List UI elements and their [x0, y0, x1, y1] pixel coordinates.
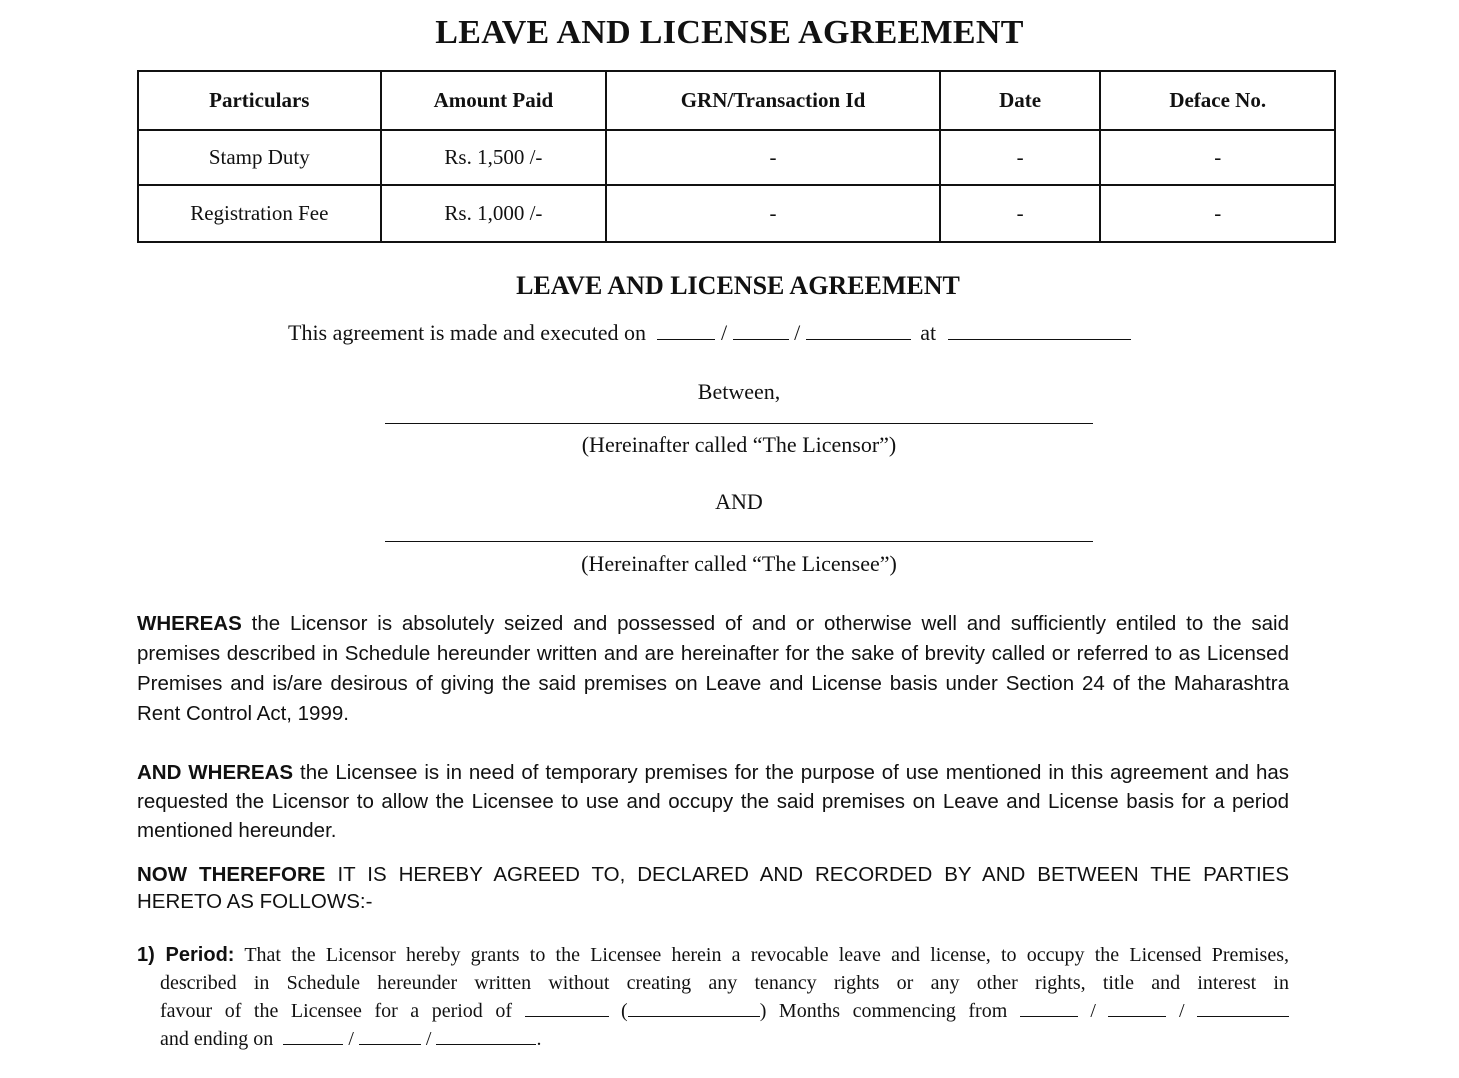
cell-particulars: Registration Fee — [138, 185, 381, 242]
table-row — [138, 185, 1335, 242]
execution-month-blank[interactable] — [733, 321, 789, 340]
and-whereas-lead: AND WHEREAS — [137, 761, 294, 784]
licensor-name-line[interactable] — [385, 423, 1093, 424]
execution-year-blank[interactable] — [806, 321, 911, 340]
cell-amount-paid: Rs. 1,000 /- — [381, 185, 607, 242]
end-year-blank[interactable] — [436, 1028, 536, 1045]
start-year-blank[interactable] — [1197, 1000, 1289, 1017]
date-separator: / — [348, 1028, 354, 1050]
execution-day-blank[interactable] — [657, 321, 715, 340]
open-paren: ( — [621, 1000, 628, 1022]
agreement-subtitle: LEAVE AND LICENSE AGREEMENT — [516, 271, 960, 300]
header-particulars: Particulars — [138, 71, 381, 130]
clause-period-line-1 — [137, 941, 1289, 969]
end-month-blank[interactable] — [359, 1028, 421, 1045]
now-therefore-lead: NOW THEREFORE — [137, 863, 326, 886]
execution-line — [288, 320, 1131, 346]
and-whereas-paragraph — [137, 758, 1289, 845]
cell-grn-transaction-id: - — [606, 185, 940, 242]
header-date: Date — [940, 71, 1101, 130]
clause-period-line-2 — [137, 969, 1289, 997]
cell-date: - — [940, 130, 1101, 185]
clause-period-text-2: described in Schedule hereunder written without creating any tenancy rights or any other rights, title and interest in — [160, 972, 1289, 994]
execution-place-blank[interactable] — [948, 321, 1131, 340]
between-label: Between, — [697, 379, 781, 404]
now-therefore-paragraph — [137, 861, 1289, 915]
date-separator: / — [720, 320, 728, 345]
licensor-caption: (Hereinafter called “The Licensor”) — [581, 432, 897, 457]
clause-period-text-3b: Months commencing from — [778, 1000, 1008, 1022]
clause-period-text-3a: favour of the Licensee for a period of — [160, 1000, 512, 1022]
cell-deface-no: - — [1100, 130, 1335, 185]
cell-amount-paid: Rs. 1,500 /- — [381, 130, 607, 185]
licensee-name-line[interactable] — [385, 541, 1093, 542]
fee-table-header-row — [138, 71, 1335, 130]
date-separator: / — [1178, 1000, 1185, 1022]
header-amount-paid: Amount Paid — [381, 71, 607, 130]
clause-period-line-3 — [137, 997, 1289, 1025]
clause-period-text-1: That the Licensor hereby grants to the Licensee herein a revocable leave and license, to occupy the Licensed Premises, — [244, 944, 1289, 966]
whereas-text: the Licensor is absolutely seized and possessed of and or otherwise well and sufficiently entiled to the said premises described in Schedule hereunder written and are hereinafter for the sake of brevity called or referred to as Licensed Premises and is/are desirous of giving the said premises on Leave and License basis under Section 24 of the Maharashtra Rent Control Act, 1999. — [137, 612, 1289, 725]
clause-period-line-4 — [137, 1025, 1289, 1053]
execution-prefix: This agreement is made and executed on — [288, 320, 646, 345]
cell-particulars: Stamp Duty — [138, 130, 381, 185]
and-whereas-text: the Licensee is in need of temporary premises for the purpose of use mentioned in this agreement and has requested the Licensor to allow the Licensee to use and occupy the said premises on Leave and License basis for a period mentioned hereunder. — [137, 761, 1289, 842]
fee-table — [137, 70, 1336, 243]
clause-period-label: 1) Period: — [137, 944, 235, 966]
date-separator: / — [1090, 1000, 1096, 1022]
header-deface-no: Deface No. — [1100, 71, 1335, 130]
close-paren: ) — [759, 1000, 767, 1022]
header-grn-transaction-id: GRN/Transaction Id — [606, 71, 940, 130]
period-number-blank[interactable] — [525, 1000, 609, 1017]
date-separator: / — [794, 320, 801, 345]
start-month-blank[interactable] — [1108, 1000, 1166, 1017]
now-therefore-text: IT IS HEREBY AGREED TO, DECLARED AND RECORDED BY AND BETWEEN THE PARTIES HERETO AS FOLLOWS:- — [137, 863, 1290, 913]
period-words-blank[interactable] — [628, 1000, 760, 1017]
clause-period-text-4a: and ending on — [160, 1028, 274, 1050]
main-title: LEAVE AND LICENSE AGREEMENT — [435, 14, 1024, 51]
cell-date: - — [940, 185, 1101, 242]
whereas-lead: WHEREAS — [137, 612, 242, 635]
and-label: AND — [715, 489, 763, 514]
cell-grn-transaction-id: - — [606, 130, 940, 185]
start-day-blank[interactable] — [1020, 1000, 1078, 1017]
licensee-caption: (Hereinafter called “The Licensee”) — [581, 551, 897, 576]
cell-deface-no: - — [1100, 185, 1335, 242]
table-row — [138, 130, 1335, 185]
end-day-blank[interactable] — [283, 1028, 343, 1045]
execution-at-label: at — [920, 320, 937, 345]
clause-period — [137, 941, 1289, 1053]
whereas-paragraph — [137, 609, 1289, 729]
date-separator: / — [425, 1028, 432, 1050]
end-period: . — [536, 1028, 542, 1050]
